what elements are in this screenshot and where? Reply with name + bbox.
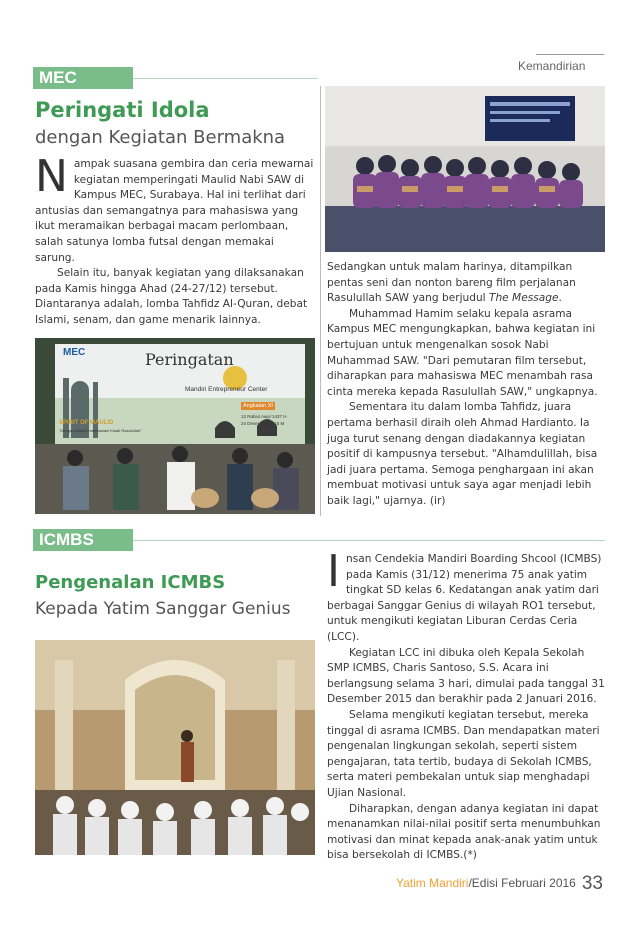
mec-group-photo	[35, 338, 315, 514]
icmbs-subtitle: Kepada Yatim Sanggar Genius	[35, 599, 291, 619]
footer-edition: /Edisi Februari 2016	[468, 876, 576, 890]
mec-right-body	[327, 260, 605, 510]
banner-angkatan: Angkatan XI	[243, 403, 273, 409]
page-number: 33	[581, 873, 603, 894]
icmbs-tag: ICMBS	[33, 529, 133, 551]
banner-heading: Peringatan	[145, 350, 234, 369]
banner-spirit: SPIRIT OF MAULID	[59, 420, 114, 426]
icmbs-photo	[35, 640, 315, 855]
icmbs-para3: Selama mengikuti kegiatan tersebut, mereka tinggal di asrama ICMBS. Dan mendapatkan materi pengenalan lingkungan sekolah, seperti sistem pengajaran, tata tertib, budaya di Sekolah ICMBS, serta materi pembekalan untuk siap menghadapi Ujian Nasional.	[327, 708, 600, 799]
section-label: Kemandirian	[518, 59, 586, 73]
mec-title: Peringati Idola	[35, 98, 210, 122]
footer	[396, 873, 603, 895]
banner-spirit-sub: "Dengan Maulid meneladani Kisah Rasulullah"	[59, 428, 142, 433]
film-title: The Message	[488, 292, 559, 305]
mec-left-body	[35, 151, 315, 329]
icmbs-title: Pengenalan ICMBS	[35, 572, 226, 593]
mec-right-para1	[327, 260, 605, 307]
mec-right-para1-text: Sedangkan untuk malam harinya, ditampilkan pentas seni dan nonton bareng film perjalanan Rasulullah SAW yang berjudul	[327, 261, 576, 305]
icmbs-para1: nsan Cendekia Mandiri Boarding Shcool (ICMBS) pada Kamis (31/12) menerima 75 anak yatim tingkat SD kelas 6. Kedatangan anak yatim dari berbagai Sanggar Genius di wilayah RO1 tersebut, untuk mengikuti kegiatan Liburan Cerdas Ceria (LCC).	[327, 553, 602, 643]
icmbs-body	[327, 546, 605, 864]
mec-tag-line	[133, 78, 318, 79]
mec-right-para2: Muhammad Hamim selaku kepala asrama Kampus MEC mengungkapkan, bahwa kegiatan ini bertujuan untuk mengenalkan sosok Nabi Muhammad SAW. "Dari pemutaran film tersebut, diharapkan para mahasiswa MEC menambah rasa cinta mereka kepada Rasulullah SAW," ungkapnya.	[327, 307, 598, 398]
mec-para2: Selain itu, banyak kegiatan yang dilaksanakan pada Kamis hingga Ahad (24-27/12) tersebut. Diantaranya adalah, lomba Tahfidz Al-Quran, debat Islami, senam, dan game menarik lainnya.	[35, 267, 308, 326]
icmbs-dropcap: I	[327, 546, 340, 597]
mec-tag: MEC	[33, 67, 133, 89]
icmbs-para4: Diharapkan, dengan adanya kegiatan ini dapat menanamkan nilai-nilai positif serta menumbuhkan motivasi dan minat kepada anak-anak yatim untuk bisa bersekolah di ICMBS.(*)	[327, 802, 601, 862]
banner-org: Mandiri Entrepreneur Center	[185, 386, 268, 393]
banner-date: 24 Desember 2015 M	[241, 421, 285, 426]
mec-para1: ampak suasana gembira dan ceria mewarnai kegiatan memperingati Maulid Nabi SAW di Kampus MEC, Surabaya. Hal ini terlihat dari antusias dan semangatnya para mahasiswa yang ikut meramaikan berbagai macam perlombaan, salah satunya lomba futsal dengan memakai sarung.	[35, 158, 314, 264]
footer-brand: Yatim Mandiri	[396, 876, 469, 890]
mec-right-para3: Sementara itu dalam lomba Tahfidz, juara pertama berhasil diraih oleh Ahmad Hardianto. Ia juga turut senang dengan diadakannya kegiatan positif di kampusnya tersebut. "Alhamdulillah, bisa jadi juara pertama. Semoga penghargaan ini akan membuat motivasi untuk saya agar menjadi lebih baik lagi," ujarnya. (ir)	[327, 401, 598, 507]
mec-performance-photo	[325, 86, 605, 252]
mec-subtitle: dengan Kegiatan Bermakna	[35, 127, 286, 148]
banner-logo: MEC	[63, 347, 86, 358]
column-divider	[320, 86, 321, 516]
icmbs-tag-line	[133, 540, 605, 541]
mec-dropcap: N	[35, 151, 68, 202]
mec-right-para1-end: .	[558, 292, 562, 305]
header-rule	[536, 54, 604, 55]
icmbs-para2: Kegiatan LCC ini dibuka oleh Kepala Sekolah SMP ICMBS, Charis Santoso, S.S. Acara ini berlangsung selama 3 hari, dimulai pada tanggal 31 Desember 2015 dan berakhir pada 2 Januari 2016.	[327, 646, 605, 706]
banner-date-hijri: 12 Rabiul Awal 1437 H	[241, 414, 287, 419]
